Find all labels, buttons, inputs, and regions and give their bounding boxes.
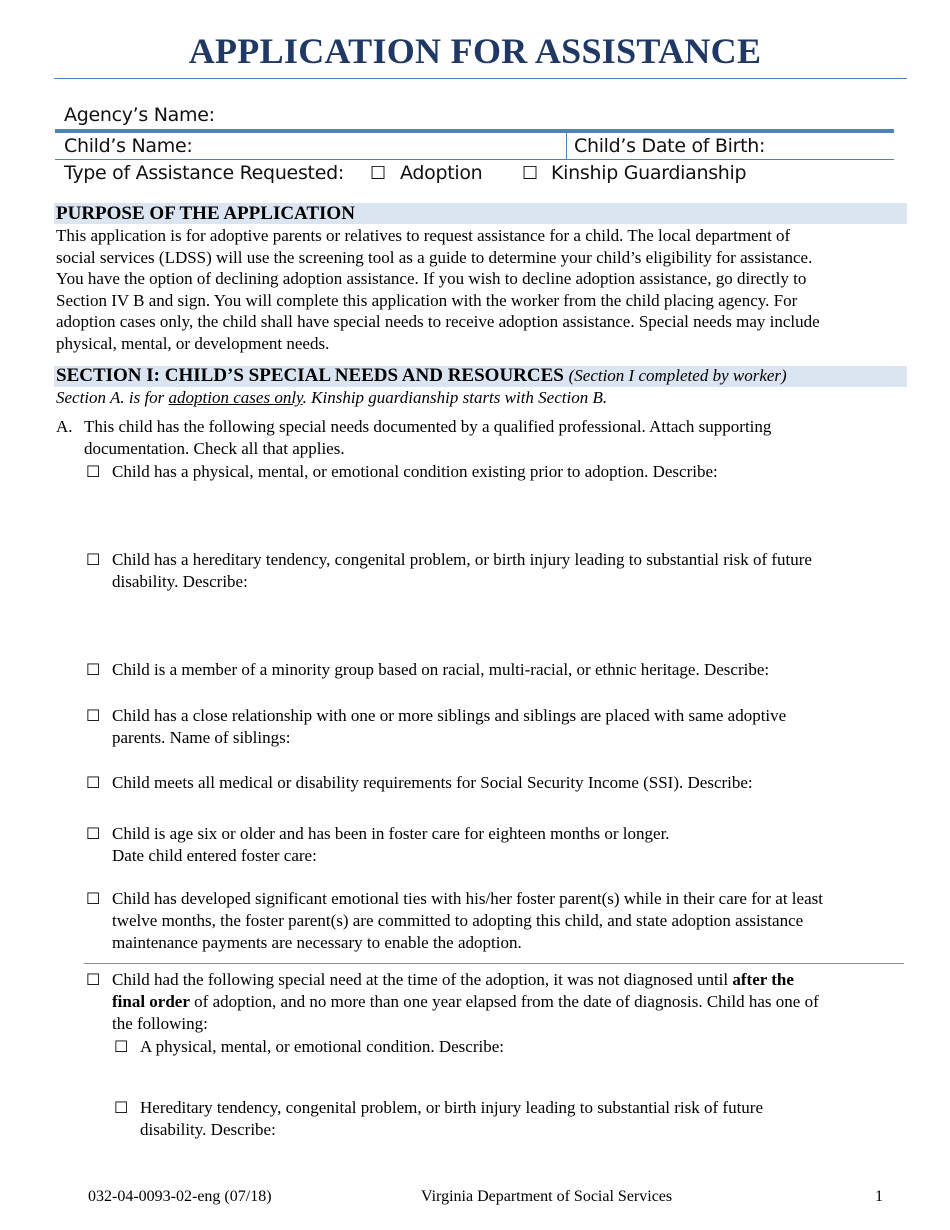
kinship-option-label: Kinship Guardianship — [551, 162, 747, 184]
sub-need-text — [140, 1036, 504, 1058]
item-a-line: This child has the following special needs documented by a qualified professional. Attach supporting — [84, 417, 772, 436]
item-line: disability. Describe: — [112, 572, 248, 591]
special-need-checkbox[interactable]: ☐ — [86, 889, 101, 908]
special-need-text — [112, 772, 753, 794]
special-need-checkbox[interactable]: ☐ — [86, 824, 101, 843]
field-divider — [566, 133, 567, 159]
item-text-bold: after the — [732, 970, 794, 989]
footer-agency: Virginia Department of Social Services — [421, 1188, 673, 1205]
item-line: twelve months, the foster parent(s) are committed to adopting this child, and state adoption assistance — [112, 911, 804, 930]
item-line: Child meets all medical or disability requirements for Social Security Income (SSI). Describe: — [112, 773, 753, 792]
field-rule — [55, 159, 894, 160]
section1-title: SECTION I: CHILD’S SPECIAL NEEDS AND RESOURCES — [56, 365, 564, 386]
special-need-checkbox[interactable]: ☐ — [86, 462, 101, 481]
special-need-checkbox[interactable]: ☐ — [86, 773, 101, 792]
header-rule — [55, 129, 894, 133]
section1-sub-a: Section A. is for — [56, 388, 169, 407]
purpose-text — [56, 225, 906, 354]
title-divider — [54, 78, 907, 79]
item-line: Child is age six or older and has been in foster care for eighteen months or longer. — [112, 824, 670, 843]
purpose-line: Section IV B and sign. You will complete this application with the worker from the child placing agency. For — [56, 290, 798, 310]
section1-sub-b: adoption cases only — [168, 388, 303, 407]
special-need-checkbox[interactable]: ☐ — [86, 970, 101, 989]
special-need-text — [112, 705, 786, 749]
agency-name-label: Agency’s Name: — [64, 104, 215, 126]
item-a-label: A. — [56, 417, 73, 436]
item-a-line: documentation. Check all that applies. — [84, 439, 345, 458]
adoption-checkbox[interactable]: ☐ — [370, 163, 386, 184]
item-line — [112, 991, 819, 1013]
special-need-checkbox[interactable]: ☐ — [86, 706, 101, 725]
item-line: the following: — [112, 1014, 208, 1033]
item-line: Hereditary tendency, congenital problem, or birth injury leading to substantial risk of future — [140, 1098, 763, 1117]
item-line: parents. Name of siblings: — [112, 728, 291, 747]
purpose-line: This application is for adoptive parents or relatives to request assistance for a child. The local department of — [56, 226, 791, 245]
sub-need-checkbox[interactable]: ☐ — [114, 1098, 129, 1117]
child-dob-label: Child’s Date of Birth: — [574, 135, 766, 157]
item-line: Date child entered foster care: — [112, 846, 317, 865]
item-text-bold: final order — [112, 992, 190, 1011]
page-number: 1 — [875, 1188, 883, 1205]
item-line: Child has a close relationship with one or more siblings and siblings are placed with same adoptive — [112, 706, 787, 725]
item-line — [112, 969, 819, 991]
special-need-text — [112, 823, 670, 867]
form-number: 032-04-0093-02-eng (07/18) — [88, 1188, 272, 1205]
adoption-option-label: Adoption — [400, 162, 483, 184]
special-need-text — [112, 549, 812, 593]
item-line: Child has developed significant emotional ties with his/her foster parent(s) while in their care for at least — [112, 889, 823, 908]
section1-note: (Section I completed by worker) — [568, 366, 787, 385]
child-name-label: Child’s Name: — [64, 135, 193, 157]
kinship-checkbox[interactable]: ☐ — [522, 163, 538, 184]
special-need-text — [112, 888, 823, 954]
item-line: Child has a physical, mental, or emotional condition existing prior to adoption. Describe: — [112, 462, 718, 481]
item-text: of adoption, and no more than one year elapsed from the date of diagnosis. Child has one of — [189, 992, 819, 1011]
item-divider — [84, 963, 904, 964]
item-line: Child is a member of a minority group based on racial, multi-racial, or ethnic heritage. Describe: — [112, 660, 770, 679]
purpose-line: adoption cases only, the child shall have special needs to receive adoption assistance. Special needs may include — [56, 312, 820, 331]
page-title: APPLICATION FOR ASSISTANCE — [188, 31, 762, 71]
special-need-text — [112, 461, 718, 483]
special-need-checkbox[interactable]: ☐ — [86, 660, 101, 679]
item-text: Child had the following special need at the time of the adoption, it was not diagnosed until — [112, 970, 733, 989]
section1-heading — [56, 365, 787, 387]
assistance-type-label: Type of Assistance Requested: — [64, 162, 344, 184]
item-line: A physical, mental, or emotional condition. Describe: — [140, 1037, 504, 1056]
purpose-heading: PURPOSE OF THE APPLICATION — [56, 203, 355, 224]
special-need-checkbox[interactable]: ☐ — [86, 550, 101, 569]
sub-need-checkbox[interactable]: ☐ — [114, 1037, 129, 1056]
purpose-line: social services (LDSS) will use the screening tool as a guide to determine your child’s eligibility for assistance. — [56, 247, 813, 267]
purpose-line: You have the option of declining adoption assistance. If you wish to decline adoption assistance, go directly to — [56, 269, 807, 288]
section1-sub-c: . Kinship guardianship starts with Section B. — [302, 388, 608, 407]
purpose-line: physical, mental, or development needs. — [56, 333, 330, 353]
item-line: maintenance payments are necessary to enable the adoption. — [112, 933, 522, 952]
sub-need-text — [140, 1097, 763, 1141]
item-line: Child has a hereditary tendency, congenital problem, or birth injury leading to substantial risk of future — [112, 550, 812, 569]
after-final-order-text — [112, 969, 819, 1035]
item-line: disability. Describe: — [140, 1120, 276, 1139]
section1-subtitle — [56, 387, 607, 409]
special-need-text — [112, 659, 769, 681]
